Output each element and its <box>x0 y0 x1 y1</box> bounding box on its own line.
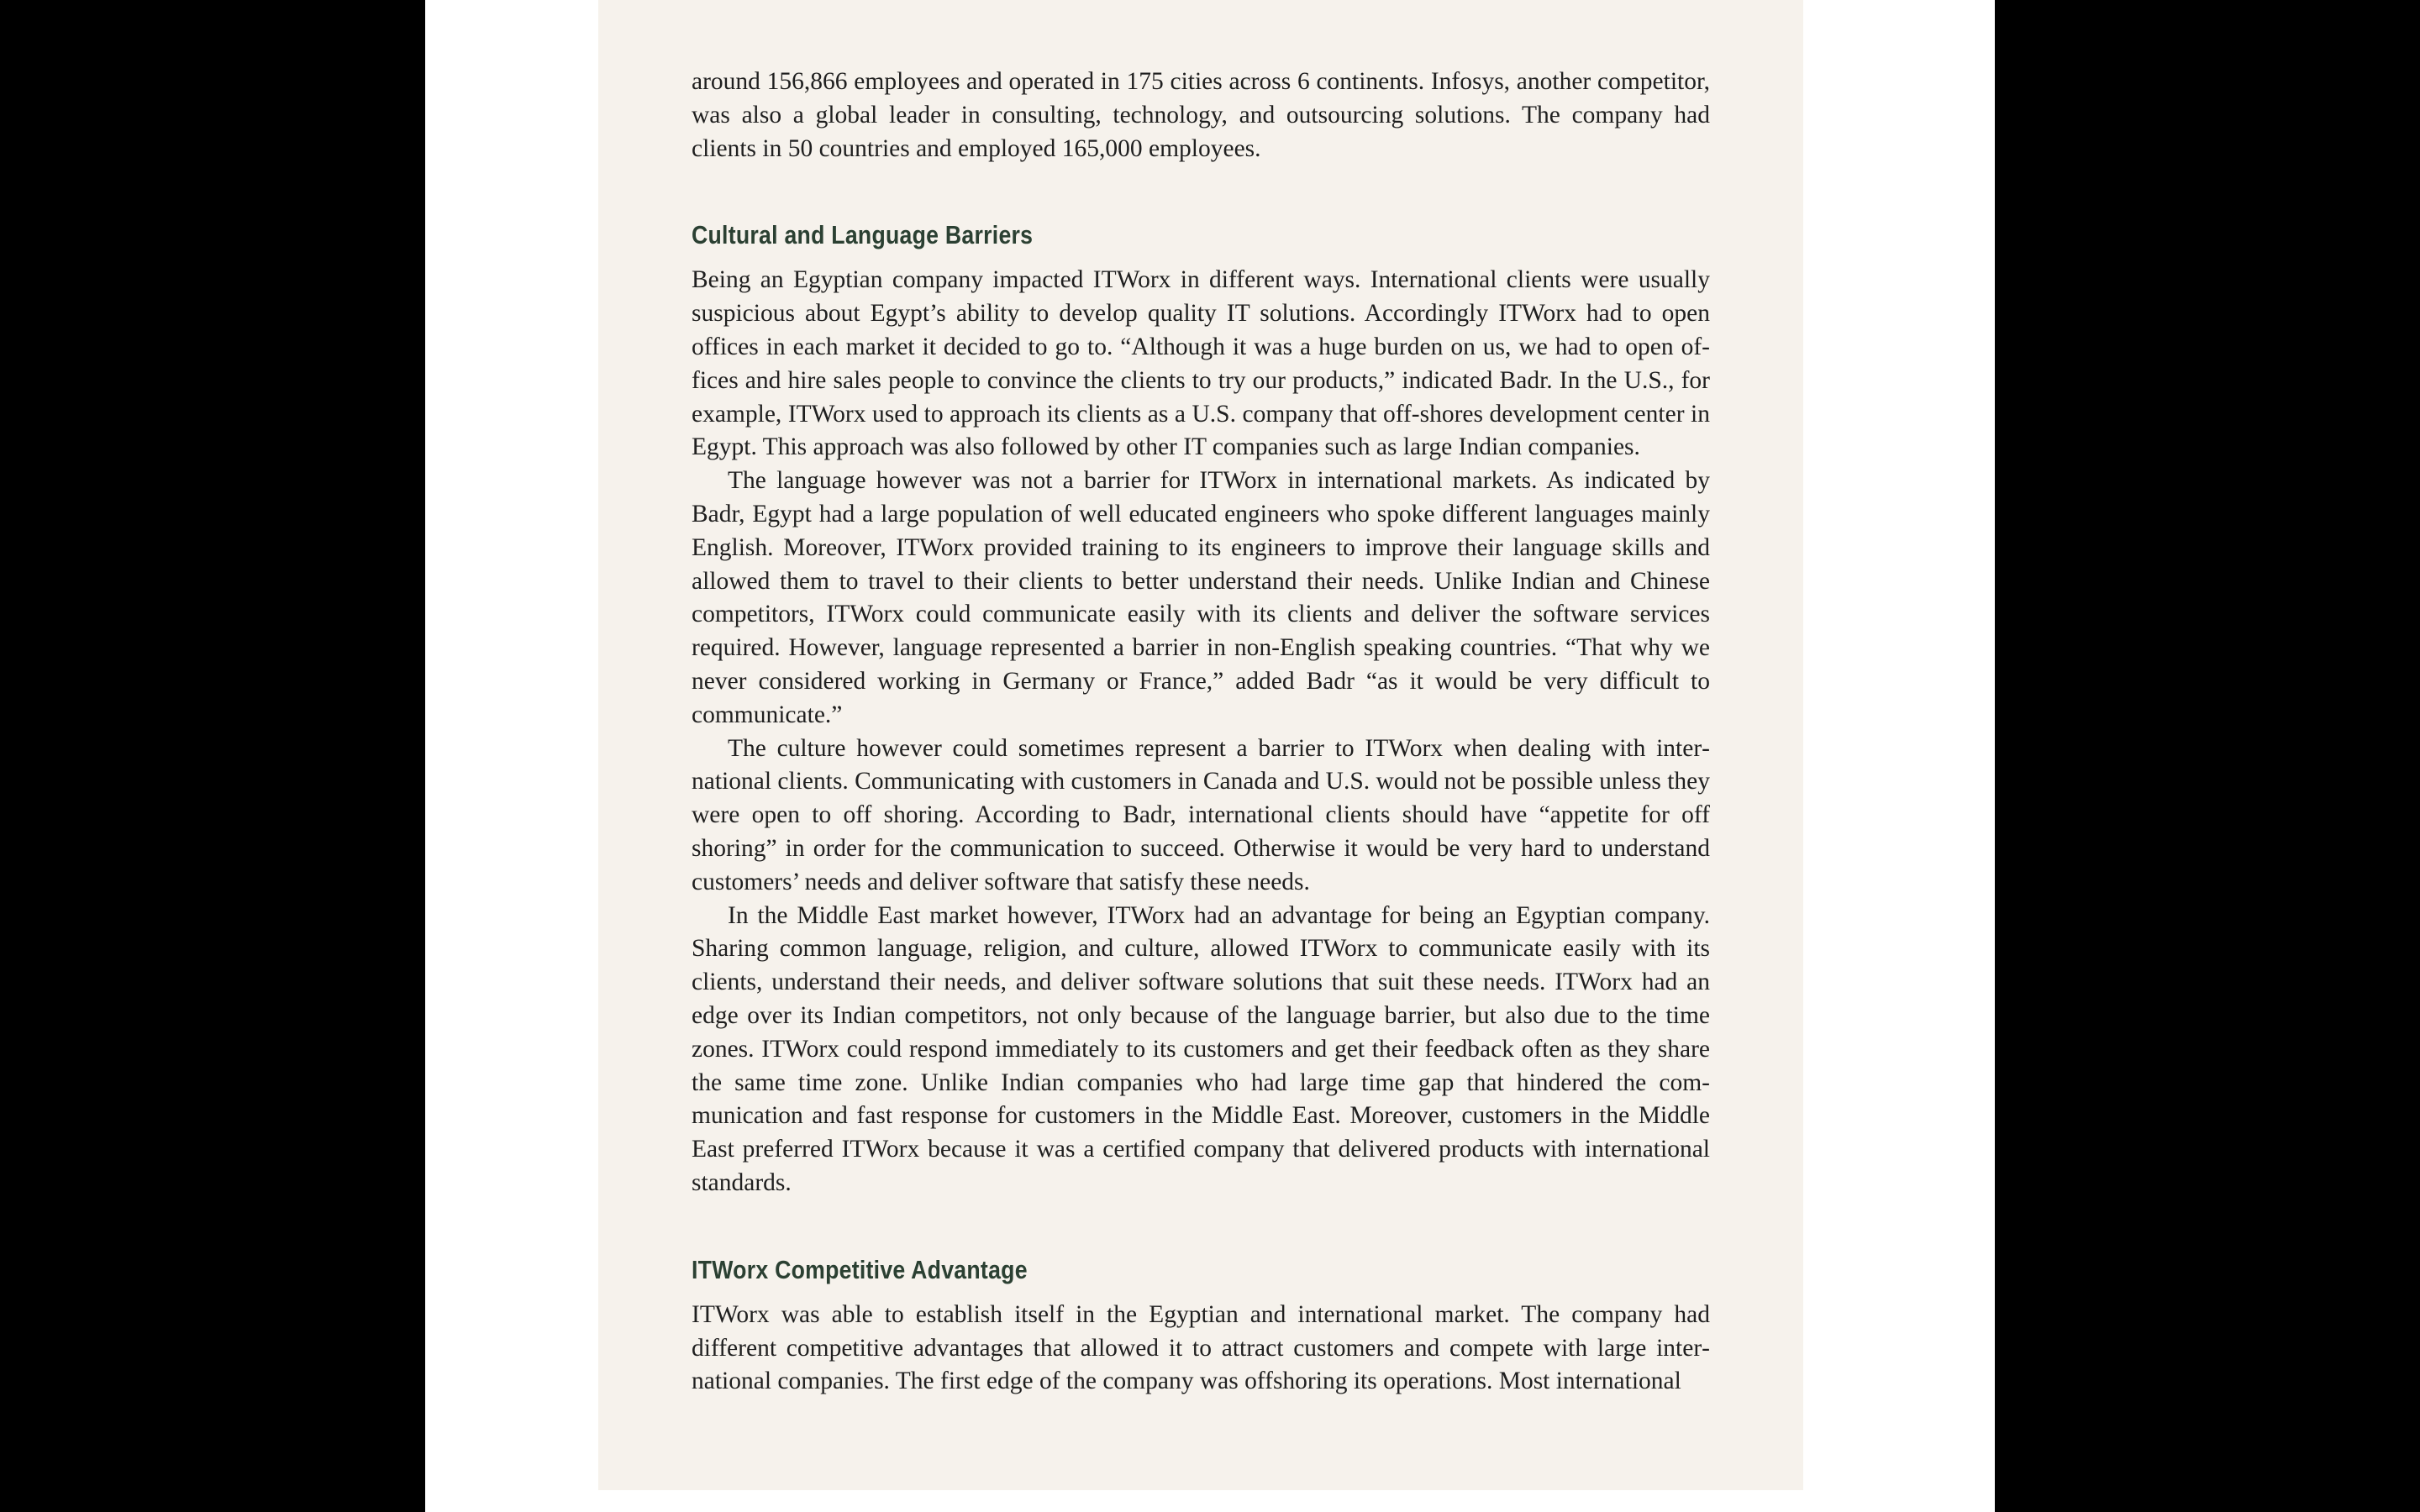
intro-paragraph: around 156,866 employees and operated in 175 cities across 6 continents. Infosys, another competitor, was also a global leader in consulting, technology, and outsourcing solutions. The company had clients in 50 countries and employed 165,000 employees. <box>692 68 1710 162</box>
body-paragraph: The language however was not a barrier for ITWorx in international markets. As indicated by Badr, Egypt had a large population of well educated engineers who spoke different languages mainly English. Moreover, ITWorx provided training to its engineers to improve their language skills and allowed them to travel to their clients to better understand their needs. Unlike Indian and Chinese competitors, ITWorx could communicate easily with its clients and deliver the software services required. However, language represented a barrier in non-English speaking countries. “That why we never considered working in Germany or France,” added Badr “as it would be very difficult to communicate.” <box>692 467 1710 728</box>
section-heading-cultural-barriers: Cultural and Language Barriers <box>692 220 1034 250</box>
section-heading-competitive-advantage: ITWorx Competitive Advantage <box>692 1254 1028 1284</box>
body-paragraph: The culture however could sometimes represent a barrier to ITWorx when dealing with international clients. Communicating with customers in Canada and U.S. would not be possible unless they were open to off shoring. According to Badr, international clients should have “appetite for off shoring” in order for the communication to succeed. Otherwise it would be very hard to understand customers’ needs and deliver software that satisfy these needs. <box>692 734 1710 895</box>
text-column <box>692 66 1710 1399</box>
body-paragraph: Being an Egyptian company impacted ITWorx in different ways. International clients were usually suspicious about Egypt’s ability to develop quality IT solutions. Accordingly ITWorx had to open offices in each market it decided to go to. “Although it was a huge burden on us, we had to open offices and hire sales people to convince the clients to try our products,” indicated Badr. In the U.S., for example, ITWorx used to approach its clients as a U.S. company that off-shores development center in Egypt. This approach was also followed by other IT companies such as large Indian companies. <box>692 266 1710 461</box>
body-paragraph: ITWorx was able to establish itself in the Egyptian and international market. The company had different competitive advantages that allowed it to attract customers and compete with large international companies. The first edge of the company was offshoring its operations. Most international <box>692 1300 1710 1395</box>
body-paragraph: In the Middle East market however, ITWorx had an advantage for being an Egyptian company. Sharing common language, religion, and culture, allowed ITWorx to communicate easily with its clients, understand their needs, and deliver software solutions that suit these needs. ITWorx had an edge over its Indian competitors, not only because of the language barrier, but also due to the time zones. ITWorx could respond immediately to its customers and get their feedback often as they share the same time zone. Unlike Indian companies who had large time gap that hindered the communication and fast response for customers in the Middle East. Moreover, customers in the Middle East preferred ITWorx because it was a certified company that delivered products with international standards. <box>692 901 1710 1196</box>
